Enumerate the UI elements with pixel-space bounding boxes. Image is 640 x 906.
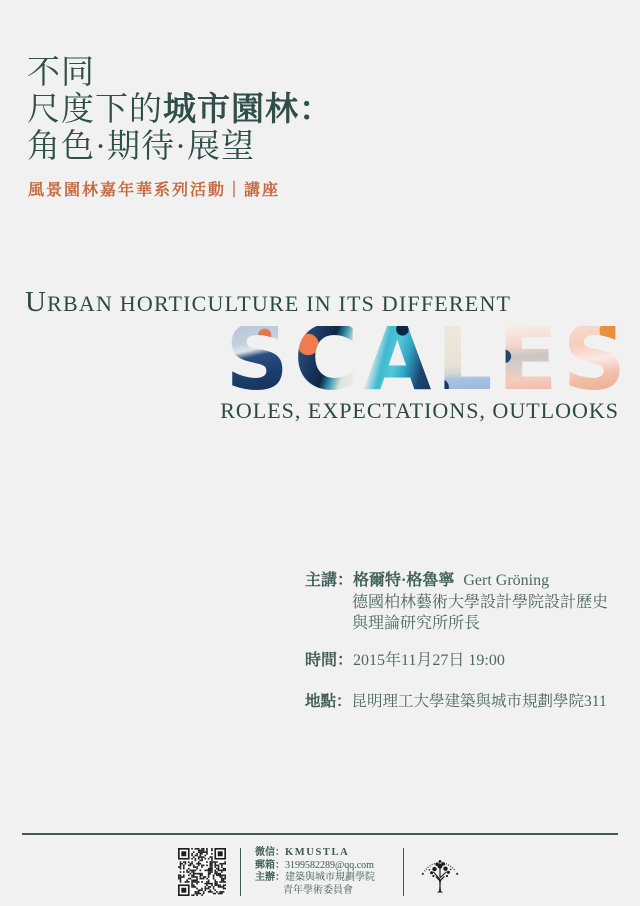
scales-letter-s2: S — [562, 307, 626, 410]
speaker-row — [305, 567, 549, 590]
time-value: 2015年11月27日 19:00 — [353, 652, 505, 669]
host-row-line2 — [255, 885, 389, 898]
wechat-value: KMUSTLA — [285, 847, 350, 858]
scales-letter-a: A — [363, 307, 432, 410]
speaker-name-en: Gert Gröning — [463, 572, 550, 589]
footer-divider-line — [22, 833, 618, 835]
tree-logo — [418, 843, 462, 901]
speaker-label: 主講： — [305, 572, 354, 589]
email-row — [255, 860, 389, 873]
host-value-line2: 青年學術委員會 — [283, 884, 353, 896]
email-value: 3199582289@qq.com — [285, 859, 374, 871]
english-title-line2: ROLES, EXPECTATIONS, OUTLOOKS — [220, 398, 619, 423]
host-label: 主辦： — [255, 872, 285, 883]
host-value-line1: 建築與城市規劃學院 — [285, 872, 375, 883]
wechat-label: 微信： — [255, 847, 285, 858]
footer-contact-block — [255, 847, 389, 897]
scales-letter-e: E — [497, 307, 558, 410]
footer-divider-vertical-2 — [403, 848, 404, 896]
host-row — [255, 872, 389, 885]
email-label: 郵箱： — [255, 859, 285, 871]
qr-code — [178, 848, 226, 896]
time-row — [305, 647, 505, 670]
affiliation-line2: 與理論研究所所長 — [352, 615, 481, 632]
scales-letter-c: C — [293, 307, 359, 410]
english-title-line1: URBAN HORTICULTURE IN ITS DIFFERENT — [25, 286, 512, 318]
series-subtitle: 風景園林嘉年華系列活動｜講座 — [28, 182, 281, 199]
title-line2-light: 尺度下的 — [27, 92, 163, 128]
speaker-affiliation — [352, 592, 612, 634]
scales-letter-l: L — [436, 307, 493, 410]
tree-logo-icon — [418, 843, 462, 901]
speaker-name-zh: 格爾特·格魯寧 — [353, 572, 455, 589]
venue-label: 地點： — [305, 693, 352, 710]
title-line3: 角色·期待·展望 — [27, 129, 255, 165]
poster-title-zh — [27, 55, 333, 166]
scales-letter-s1: S — [225, 307, 289, 410]
title-line2-bold: 城市園林： — [163, 92, 333, 128]
venue-value: 昆明理工大學建築與城市規劃學院311 — [351, 693, 607, 710]
wechat-row — [255, 847, 389, 860]
scales-art-word — [225, 307, 626, 410]
affiliation-line1: 德國柏林藝術大學設計學院設計歷史 — [352, 594, 609, 611]
footer-divider-vertical-1 — [240, 848, 241, 896]
time-label: 時間： — [305, 652, 354, 669]
footer — [0, 843, 640, 901]
title-line1: 不同 — [27, 55, 95, 91]
venue-row — [305, 689, 607, 711]
